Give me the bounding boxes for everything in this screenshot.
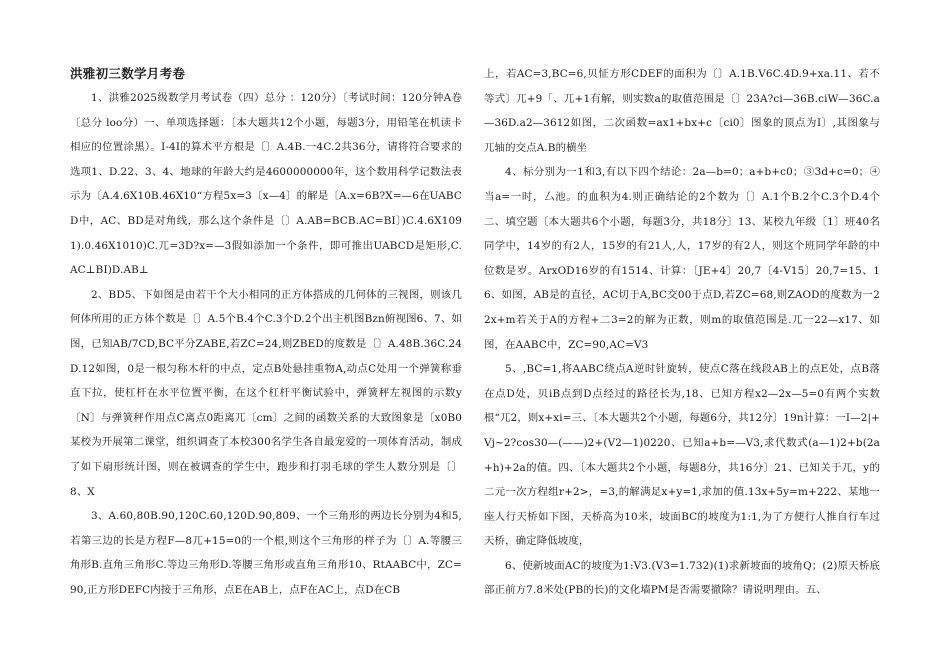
left-column xyxy=(70,62,462,602)
paragraph-right-1: 上，若AC=3,BC=6,贝怔方形CDEF的面积为〔〕A.1B.V6C.4D.9+xa.11、若不等式〕兀+9「、兀+1有解，则实数a的取值范围是〔〕23A?ci—36B.ciW—36C.a—36D.a2—3612如图，二次函数=ax1+bx+c〔ci0〕图象的顶点为I〕,其图象与兀轴的交点A.B的横坐 xyxy=(484,68,880,154)
paragraph-left-2: 2、BD5、下如图是由若干个大小相同的正方体搭成的几何体的三视图，则该几何体所用的正方体个数是〔〕A.5个B.4个C.3个D.2个出主机图Bzn俯视图6、7、如图，已知AB/7CD,BC平分ZABE,若ZC=24,则ZBED的度数是〔〕A.48B.36C.24D.12如图，0是一根匀称木杆的中点，定点B处悬挂重物A,动点C处用一个弹簧称垂直下拉，使杠杆在水平位置平衡，在这个杠杆平衡试验中，弹簧秤左视图的示数y〔N〕与弹簧秤作用点C离点0距离兀〔cm〕之间的函数关系的大致图象是〔x0B0某校为开展第二课堂，组织调查了本校300名学生各自最宠爱的一项体育活动，制成了如下扇形统计图，则在被调查的学生中，跑步和打羽毛球的学生人数分别是〔〕8、X xyxy=(70,288,462,498)
right-column xyxy=(484,62,880,603)
paragraph-left-1: 1、洪雅2025级数学月考试卷（四）总分 ：120分）〔考试时间：120分钟A卷〔总分 loo分）一、单项选择题：〔本大题共12个小题，每题3分，用铅笔在机读卡相应的位置涂黑）。I-4I的算术平方根是〔〕A.4B.一4C.2共36分，请将符合要求的选项1、D.22、3、4、地球的年龄大约是4600000000年，这个数用科学记数法表示为〔A.4.6X10B.46X10“方程5x=3〔x—4〕的解是〔A.x=6B?X=—6在UABCD中，AC、BD是对角线，那么这个条件是〔〕A.AB=BCB.AC=BI〕)C.4.6X1091).0.46X1010)C.兀=3D?x=—3假如添加一个条件，即可推出UABCD是矩形,C.AC⊥BI)D.AB⊥ xyxy=(70,92,462,277)
paragraph-right-3: 5、,BC=1,将AABC绕点A逆时针旋转，使点C落在线段AB上的点E处，点B落在点D处，贝iB点到D点经过的路径长为,18、已知方程x2—2x—5=0有两个实数根“兀2，则x+xi=三、〔本大题共2个小题，每题6分，共12分〕19n计算：一I—2|+Vj~2?cos30—(——)2+(V2—1)0220、已知a+b=—V3,求代数式(a—1)2+b(2a+h)+2a的值。四、〔本大题共2个小题，每题8分，共16分〕21、已知关于兀，y的二元一次方程组r+2>，=3,的解满足x+y=1,求加的值.13x+5y=m+222、某地一座人行天桥如下图，天桥高为10米，坡面BC的坡度为1:1,为了方便行人推自行车过天桥，确定降低坡度， xyxy=(484,363,880,548)
document-title: 洪雅初三数学月考卷 xyxy=(70,66,186,81)
paragraph-left-3: 3、A.60,80B.90,120C.60,120D.90,809、一个三角形的两边长分别为4和5,若第三边的长是方程F—8兀+15=0的一个根,则这个三角形的样子为〔〕A.等腰三角形B.直角三角形C.等边三角形D.等腰三角形或直角三角形10、RtAABC中，ZC=90,正方形DEFC内接于三角形，点E在AB上，点F在AC上，点D在CB xyxy=(70,510,462,596)
paragraph-right-2: 4、标分别为一1和3,有以下四个结论：2a—b=0；a+b+c0；③3d+c=0；④当a=一时，厶池。的血积为4.则正确结论的2个数为〔〕A.1个B.2个C.3个D.4个二、填空题〔本大题共6个小题，每题3分，共18分〕13、某校九年级〔1〕班40名同学中，14岁的有2人，15岁的有21人,人，17岁的有2人，则这个班同学年龄的中位数是岁。ArxOD16岁的有1514、计算：〔JE+4〕20,7〔4-V15〕20,7=15、16、如图，AB是的直径，AC切于A,BC交00于点D,若ZC=68,则ZAOD的度数为一22x+m若关于A的方程+二3=2的解为正数，则m的取值范围是.兀一22—x17、如图，在AABC中，ZC=90,AC=V3 xyxy=(484,166,880,351)
paragraph-right-4: 6、使新坡面AC的坡度为1:V3.(V3=1.732)(1)求新坡面的坡角Q；(2)原天桥底部正前方7.8米处(PB的长)的文化墙PM是否需要撤除？请说明理由。五、 xyxy=(484,559,880,597)
